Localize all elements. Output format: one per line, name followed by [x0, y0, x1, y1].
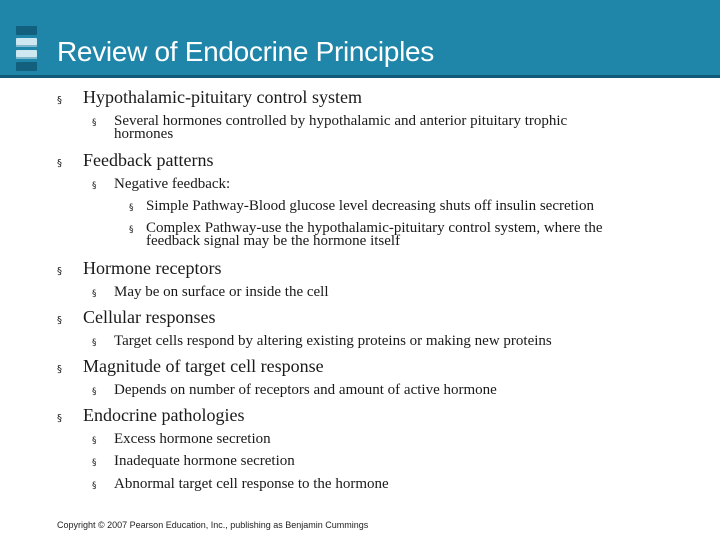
bullet-icon: §: [57, 95, 62, 106]
section-heading: Magnitude of target cell response: [83, 356, 324, 376]
list-item-text: Target cells respond by altering existing proteins or making new proteins: [114, 333, 552, 349]
sub-list-item-text: Simple Pathway-Blood glucose level decreasing shuts off insulin secretion: [146, 198, 594, 214]
sub-list-item-text: feedback signal may be the hormone itself: [146, 233, 401, 249]
list-item-text: May be on surface or inside the cell: [114, 284, 329, 300]
list-item-text: Depends on number of receptors and amount of active hormone: [114, 382, 497, 398]
section-heading: Hypothalamic-pituitary control system: [83, 87, 362, 107]
bullet-icon: §: [129, 203, 134, 213]
bullet-icon: §: [57, 266, 62, 277]
copyright-footer: Copyright © 2007 Pearson Education, Inc., publishing as Benjamin Cummings: [57, 520, 369, 530]
bullet-icon: §: [57, 413, 62, 424]
bullet-icon: §: [92, 118, 97, 128]
bullet-icon: §: [57, 315, 62, 326]
bullet-icon: §: [92, 458, 97, 468]
bullet-icon: §: [57, 158, 62, 169]
bullet-icon: §: [57, 364, 62, 375]
bullet-icon: §: [92, 289, 97, 299]
list-item-text: Inadequate hormone secretion: [114, 453, 295, 469]
list-item-text: Several hormones controlled by hypothalamic and anterior pituitary trophic: [114, 113, 568, 129]
slide-decoration-icon: [16, 26, 37, 74]
bullet-icon: §: [92, 387, 97, 397]
bullet-icon: §: [129, 225, 134, 235]
sub-list-item-text: Complex Pathway-use the hypothalamic-pituitary control system, where the: [146, 220, 603, 236]
section-heading: Feedback patterns: [83, 150, 214, 170]
bullet-icon: §: [92, 481, 97, 491]
bullet-icon: §: [92, 181, 97, 191]
bullet-icon: §: [92, 338, 97, 348]
section-heading: Hormone receptors: [83, 258, 222, 278]
list-item-text: hormones: [114, 126, 174, 142]
slide-title: Review of Endocrine Principles: [57, 36, 434, 67]
section-heading: Cellular responses: [83, 307, 216, 327]
title-bar-rule: [0, 75, 720, 78]
bullet-icon: §: [92, 436, 97, 446]
section-heading: Endocrine pathologies: [83, 405, 245, 425]
list-item-text: Negative feedback:: [114, 176, 231, 192]
list-item-text: Abnormal target cell response to the hormone: [114, 476, 389, 492]
list-item-text: Excess hormone secretion: [114, 431, 271, 447]
